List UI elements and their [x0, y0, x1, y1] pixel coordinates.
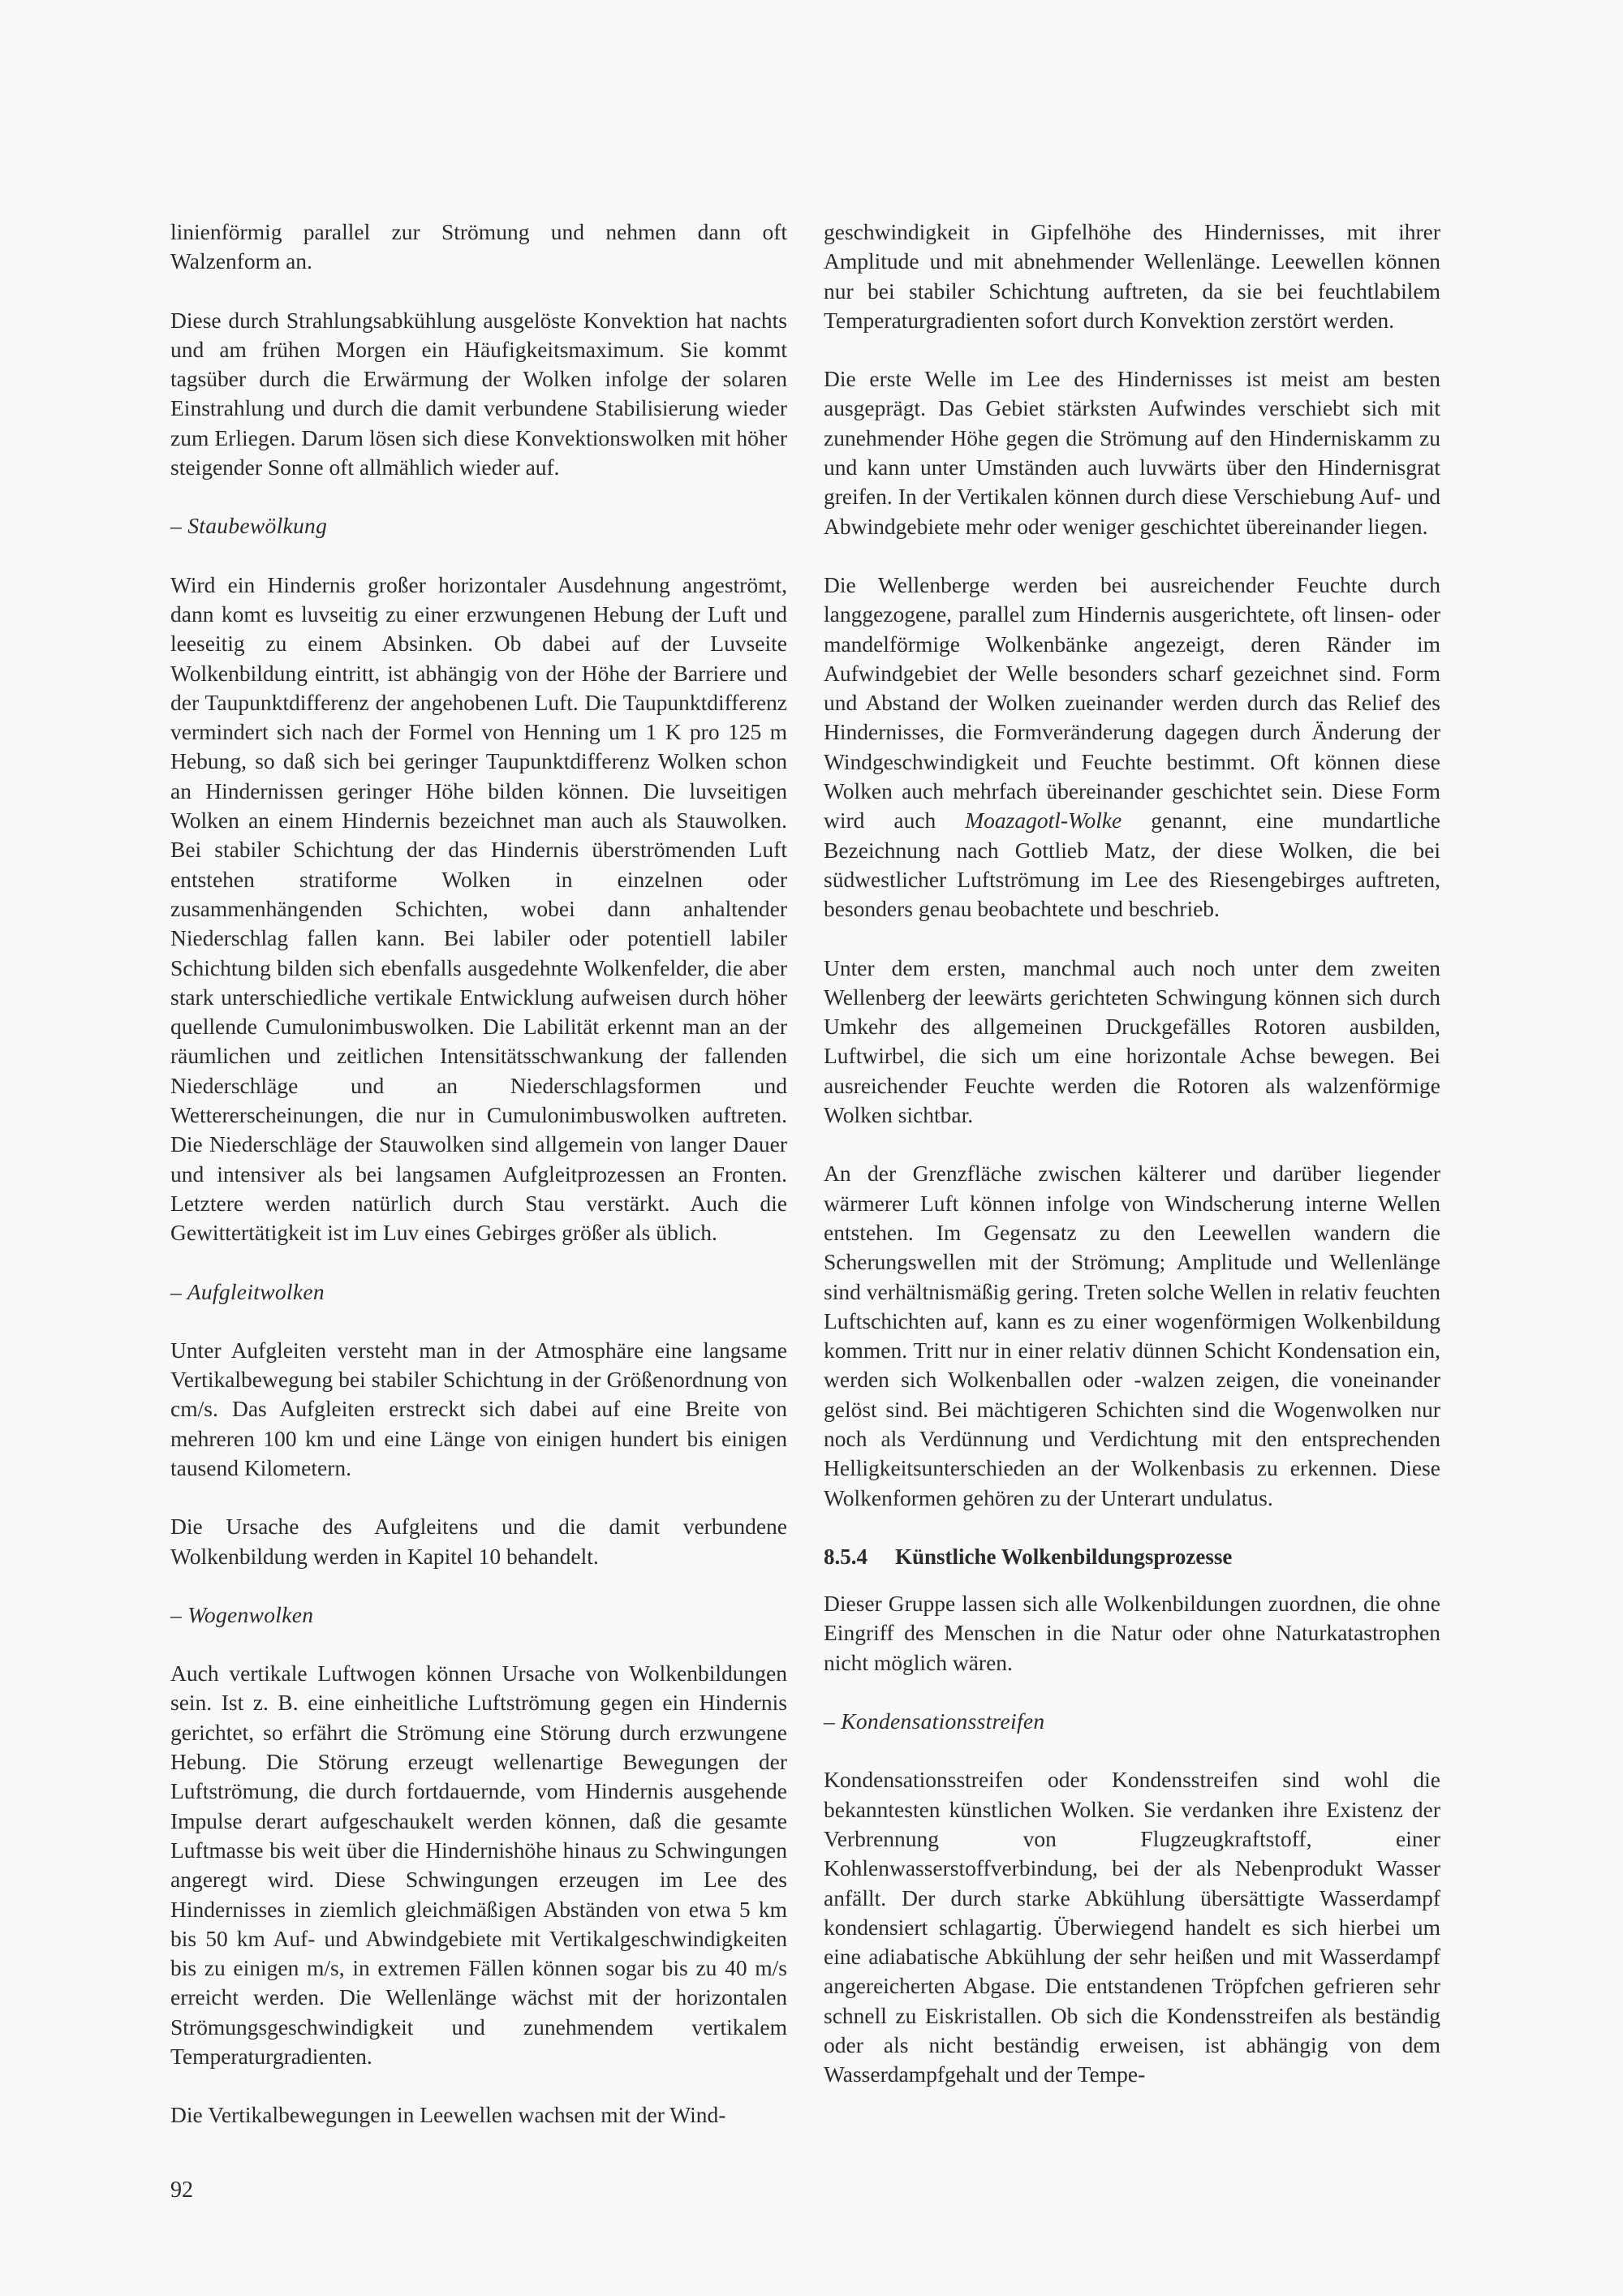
section-number: 8.5.4	[824, 1544, 867, 1569]
paragraph: Kondensationsstreifen oder Kondensstreifen sind wohl die bekanntesten künstlichen Wolken. Sie verdanken ihre Existenz der Verbrennung von Flugzeugkraftstoff, einer Kohlenwasserstoffverbindung, bei der als Nebenprodukt Wasser anfällt. Der durch starke Abkühlung übersättigte Wasserdampf kondensiert schlagartig. Überwiegend handelt es sich hierbei um eine adiabatische Abkühlung der sehr heißen und mit Wasserdampf angereicherten Abgase. Die entstandenen Tröpfchen gefrieren sehr schnell zu Eiskristallen. Ob sich die Kondensstreifen als beständig oder als nicht beständig erweisen, ist abhängig von dem Wasserdampfgehalt und der Tempe-	[824, 1767, 1440, 2087]
section-heading	[824, 1542, 1440, 1571]
subheading-staubewoelkung: – Staubewölkung	[170, 513, 328, 539]
page-number: 92	[170, 2178, 193, 2203]
subheading-kondensationsstreifen: – Kondensationsstreifen	[824, 1708, 1045, 1734]
paragraph: Unter Aufgleiten versteht man in der Atmosphäre eine langsame Vertikalbewegung bei stabiler Schichtung in der Größenordnung von cm/s. Das Aufgleiten erstreckt sich dabei auf eine Breite von mehreren 100 km und eine Länge von einigen hundert bis einigen tausend Kilometern.	[170, 1337, 787, 1480]
paragraph: Die Vertikalbewegungen in Leewellen wachsen mit der Wind-	[170, 2102, 726, 2128]
subheading-wogenwolken: – Wogenwolken	[170, 1601, 314, 1627]
paragraph: linienförmig parallel zur Strömung und nehmen dann oft Walzenform an.	[170, 219, 787, 274]
paragraph: Diese durch Strahlungsabkühlung ausgelöste Konvektion hat nachts und am frühen Morgen ein Häufigkeitsmaximum. Sie kommt tagsüber durch die Erwärmung der Wolken infolge der solaren Einstrahlung und durch die damit verbundene Stabilisierung wieder zum Erliegen. Darum lösen sich diese Konvektionswolken mit höher steigender Sonne oft allmählich wieder auf.	[170, 307, 787, 480]
left-column	[170, 218, 787, 2160]
paragraph: geschwindigkeit in Gipfelhöhe des Hindernisses, mit ihrer Amplitude und mit abnehmender Wellenlänge. Leewellen können nur bei stabiler Schichtung auftreten, da sie bei feuchtlabilem Temperaturgradienten sofort durch Konvektion zerstört werden.	[824, 219, 1440, 333]
paragraph: Dieser Gruppe lassen sich alle Wolkenbildungen zuordnen, die ohne Eingriff des Menschen in die Natur oder ohne Naturkatastrophen nicht möglich wären.	[824, 1591, 1440, 1675]
paragraph	[824, 571, 1440, 924]
paragraph: An der Grenzfläche zwischen kälterer und darüber liegender wärmerer Luft können infolge von Windscherung interne Wellen entstehen. Im Gegensatz zu den Leewellen wandern die Scherungswellen mit der Strömung; Amplitude und Wellenlänge sind verhältnismäßig gering. Treten solche Wellen in relativ feuchten Luftschichten auf, kann es zu einer wogenförmigen Wolkenbildung kommen. Tritt nur in einer relativ dünnen Schicht Kondensation ein, werden sich Wolkenballen oder -walzen zeigen, die voneinander gelöst sind. Bei mächtigeren Schichten sind die Wogenwolken nur noch als Verdünnung und Verdichtung mit den entsprechenden Helligkeitsunterschieden an der Wolkenbasis zu erkennen. Diese Wolkenformen gehören zu der Unterart undulatus.	[824, 1161, 1440, 1510]
paragraph-text: genannt, eine mundartliche Bezeichnung nach Gottlieb Matz, der diese Wolken, die bei südwestlicher Luftströmung im Lee des Riesengebirges auftreten, besonders genau beobachtete und beschrieb.	[824, 808, 1440, 922]
paragraph: Wird ein Hindernis großer horizontaler Ausdehnung angeströmt, dann komt es luvseitig zu einer erzwungenen Hebung der Luft und leeseitig zu einem Absinken. Ob dabei auf der Luvseite Wolkenbildung eintritt, ist abhängig von der Höhe der Barriere und der Taupunktdifferenz der angehobenen Luft. Die Taupunktdifferenz vermindert sich nach der Formel von Henning um 1 K pro 125 m Hebung, so daß sich bei geringer Taupunktdifferenz Wolken schon an Hindernissen geringer Höhe bilden können. Die luvseitigen Wolken an einem Hindernis bezeichnet man auch als Stauwolken. Bei stabiler Schichtung der das Hindernis überströmenden Luft entstehen stratiforme Wolken in einzelnen oder zusammenhängenden Schichten, wobei dann anhaltender Niederschlag fallen kann. Bei labiler oder potentiell labiler Schichtung bilden sich ebenfalls ausgedehnte Wolkenfelder, die aber stark unterschiedliche vertikale Entwicklung aufweisen durch höher quellende Cumulonimbuswolken. Die Labilität erkennt man an der räumlichen und zeitlichen Intensitätsschwankung der fallenden Niederschläge und an Niederschlagsformen und Wettererscheinungen, die nur in Cumulonimbuswolken auftreten. Die Niederschläge der Stauwolken sind allgemein von langer Dauer und intensiver als bei langsamen Aufgleitprozessen an Fronten. Letztere werden natürlich durch Stau verstärkt. Auch die Gewittertätigkeit ist im Luv eines Gebirges größer als üblich.	[170, 571, 787, 1246]
term-moazagotl: Moazagotl-Wolke	[965, 808, 1122, 834]
paragraph: Auch vertikale Luftwogen können Ursache von Wolkenbildungen sein. Ist z. B. eine einheitliche Luftströmung gegen ein Hindernis gerichtet, so erfährt die Strömung eine Störung durch erzwungene Hebung. Die Störung erzeugt wellenartige Bewegungen der Luftströmung, die durch fortdauernde, vom Hindernis ausgehende Impulse derart aufgeschaukelt werden können, daß die gesamte Luftmasse bis weit über die Hindernishöhe hinaus zu Schwingungen angeregt wird. Diese Schwingungen erzeugen im Lee des Hindernisses in ziemlich gleichmäßigen Abständen von etwa 5 km bis 50 km Auf- und Abwindgebiete mit Vertikalgeschwindigkeiten bis zu einigen m/s, in extremen Fällen können sogar bis zu 40 m/s erreicht werden. Die Wellenlänge wächst mit der horizontalen Strömungsgeschwindigkeit und zunehmendem vertikalem Temperaturgradienten.	[170, 1661, 787, 2070]
paragraph: Die erste Welle im Lee des Hindernisses ist meist am besten ausgeprägt. Das Gebiet stärksten Aufwindes verschiebt sich mit zunehmender Höhe gegen die Strömung auf den Hinderniskamm zu und kann unter Umständen auch luvwärts über den Hindernisgrat greifen. In der Vertikalen können durch diese Verschiebung Auf- und Abwindgebiete mehr oder weniger geschichtet übereinander liegen.	[824, 366, 1440, 539]
section-title: Künstliche Wolkenbildungsprozesse	[895, 1544, 1233, 1569]
paragraph-text: Die Wellenberge werden bei ausreichender Feuchte durch langgezogene, parallel zum Hindernis ausgerichtete, oft linsen- oder mandelförmige Wolkenbänke angezeigt, deren Ränder im Aufwindgebiet der Welle besonders scharf gezeichnet sind. Form und Abstand der Wolken zueinander werden durch das Relief des Hindernisses, die Formveränderung dagegen durch Änderung der Windgeschwindigkeit und Feuchte bestimmt. Oft können diese Wolken auch mehrfach übereinander geschichtet sein. Diese Form wird auch	[824, 571, 1440, 834]
right-column	[824, 218, 1440, 2119]
paragraph: Die Ursache des Aufgleitens und die damit verbundene Wolkenbildung werden in Kapitel 10 behandelt.	[170, 1514, 787, 1569]
paragraph: Unter dem ersten, manchmal auch noch unter dem zweiten Wellenberg der leewärts gerichteten Schwingung können sich durch Umkehr des allgemeinen Druckgefälles Rotoren ausbilden, Luftwirbel, die sich um eine horizontale Achse bewegen. Bei ausreichender Feuchte werden die Rotoren als walzenförmige Wolken sichtbar.	[824, 954, 1440, 1128]
subheading-aufgleitwolken: – Aufgleitwolken	[170, 1278, 325, 1304]
